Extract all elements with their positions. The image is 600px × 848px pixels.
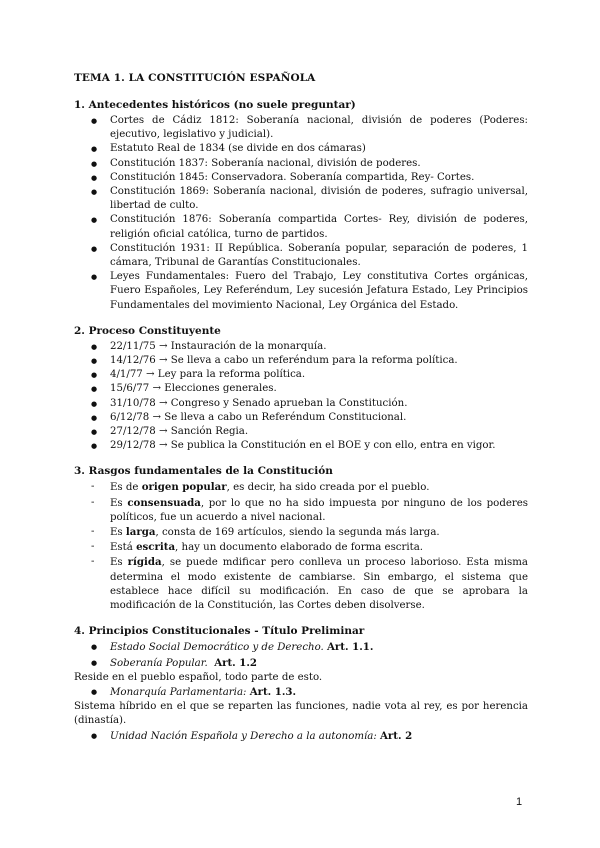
article-ref: Art. 2 xyxy=(380,729,413,742)
item-text: Es xyxy=(110,497,128,509)
list-item xyxy=(74,540,528,555)
list-item: ● 14/12/76 → Se lleva a cabo un referéndum para la reforma política. xyxy=(74,354,528,368)
list-item: ● Constitución 1876: Soberanía compartida Cortes- Rey, división de poderes, religión oficial católica, turno de partidos. xyxy=(74,213,528,241)
paragraph: Sistema híbrido en el que se reparten las funciones, nadie vota al rey, es por herencia (dinastía). xyxy=(74,701,528,727)
section-antecedentes xyxy=(74,98,528,313)
bullet-list xyxy=(74,340,528,454)
section-heading: 4. Principios Constitucionales - Título Preliminar xyxy=(74,625,365,638)
section-rasgos xyxy=(74,464,528,613)
bullet-list xyxy=(74,114,528,313)
section-principios xyxy=(74,624,528,743)
item-text: , consta de 169 artículos, siendo la segunda más larga. xyxy=(155,527,440,539)
bullet-list xyxy=(74,685,528,700)
section-heading: 2. Proceso Constituyente xyxy=(74,324,221,337)
list-item: ● Constitución 1837: Soberanía nacional, división de poderes. xyxy=(74,157,528,171)
item-bold-term: escrita xyxy=(136,541,176,554)
list-item: ● 29/12/78 → Se publica la Constitución en el BOE y con ello, entra en vigor. xyxy=(74,439,528,453)
principle-name: Monarquía Parlamentaria: xyxy=(110,686,247,698)
item-bold-term: larga xyxy=(125,526,156,539)
list-item: ● 27/12/78 → Sanción Regia. xyxy=(74,425,528,439)
item-text: Es xyxy=(110,557,128,569)
item-bold-term: rígida xyxy=(127,556,162,569)
item-bold-term: consensuada xyxy=(127,496,201,509)
list-item xyxy=(74,685,528,700)
list-item: ● Estatuto Real de 1834 (se divide en dos cámaras) xyxy=(74,142,528,156)
list-item xyxy=(74,496,528,525)
list-item xyxy=(74,656,528,671)
list-item: ● Constitución 1845: Conservadora. Soberanía compartida, Rey- Cortes. xyxy=(74,171,528,185)
list-item xyxy=(74,480,528,495)
item-bold-term: origen popular xyxy=(141,481,227,494)
item-text: , se puede mdificar pero conlleva un proceso laborioso. Esta misma determina el modo existente de cambiarse. Sin embargo, el sistema que establece hace difícil su modificación. En caso de que se aprobara la modificación de la Constitución, las Cortes deben disolverse. xyxy=(110,557,528,612)
list-item: ● 31/10/78 → Congreso y Senado aprueban la Constitución. xyxy=(74,397,528,411)
list-item: ● Constitución 1869: Soberanía nacional, división de poderes, sufragio universal, libertad de culto. xyxy=(74,185,528,213)
list-item xyxy=(74,525,528,540)
list-item: ● 15/6/77 → Elecciones generales. xyxy=(74,382,528,396)
item-text: , es decir, ha sido creada por el pueblo. xyxy=(226,482,430,494)
dash-list xyxy=(74,480,528,613)
list-item: ● Cortes de Cádiz 1812: Soberanía nacional, división de poderes (Poderes: ejecutivo, legislativo y judicial). xyxy=(74,114,528,142)
document-body xyxy=(74,98,528,755)
principle-name: Soberanía Popular. xyxy=(110,657,208,669)
item-text: , hay un documento elaborado de forma escrita. xyxy=(175,542,424,554)
principle-name: Estado Social Democrático y de Derecho. xyxy=(110,642,324,654)
section-heading: 1. Antecedentes históricos (no suele preguntar) xyxy=(74,99,356,111)
page-number: 1 xyxy=(516,796,523,808)
list-item xyxy=(74,555,528,613)
article-ref: Art. 1.2 xyxy=(214,656,257,669)
document-title: TEMA 1. LA CONSTITUCIÓN ESPAÑOLA xyxy=(74,72,316,84)
section-heading: 3. Rasgos fundamentales de la Constitución xyxy=(74,465,333,478)
item-text: Es xyxy=(110,527,126,539)
item-text: , por lo que no ha sido impuesta por ninguno de los poderes políticos, fue un acuerdo a nivel nacional. xyxy=(110,497,528,523)
section-proceso-constituyente xyxy=(74,324,528,454)
list-item xyxy=(74,640,528,655)
bullet-list xyxy=(74,729,528,744)
article-ref: Art. 1.3. xyxy=(249,685,297,698)
article-ref: Art. 1.1. xyxy=(327,641,374,654)
list-item xyxy=(74,729,528,744)
list-item: ● Constitución 1931: II República. Soberanía popular, separación de poderes, 1 cámara, Tribunal de Garantías Constitucionales. xyxy=(74,242,528,270)
list-item: ● 22/11/75 → Instauración de la monarquía. xyxy=(74,340,528,354)
list-item: ● 6/12/78 → Se lleva a cabo un Referéndum Constitucional. xyxy=(74,411,528,425)
paragraph: Reside en el pueblo español, todo parte de esto. xyxy=(74,671,323,683)
bullet-list xyxy=(74,640,528,670)
list-item: ● Leyes Fundamentales: Fuero del Trabajo, Ley constitutiva Cortes orgánicas, Fuero Españoles, Ley Referéndum, Ley sucesión Jefatura Estado, Ley Principios Fundamentales del movimiento Nacional, Ley Orgánica del Estado. xyxy=(74,270,528,313)
principle-name: Unidad Nación Española y Derecho a la autonomía: xyxy=(110,730,377,742)
item-text: Está xyxy=(110,542,137,554)
item-text: Es de xyxy=(110,482,142,494)
list-item: ● 4/1/77 → Ley para la reforma política. xyxy=(74,368,528,382)
